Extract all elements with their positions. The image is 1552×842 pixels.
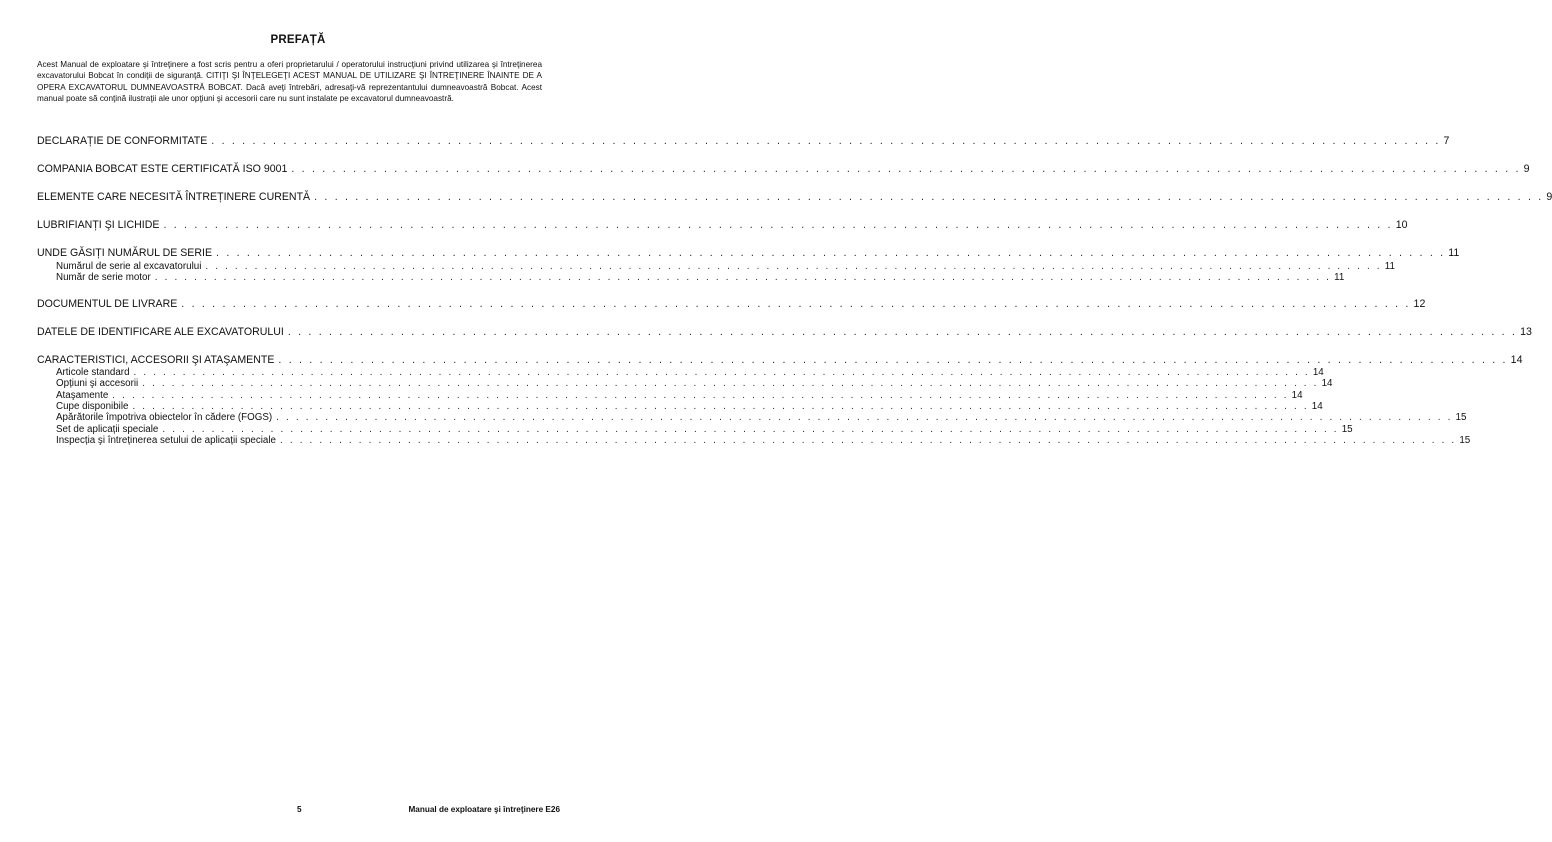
toc-entry-label: CARACTERISTICI, ACCESORII ŞI ATAŞAMENTE	[37, 353, 275, 366]
toc-entry-page-number: 14	[1291, 389, 1303, 401]
toc-dot-leader: . . . . . . . . . . . . . . . . . . . . . . . . . . . . . . . . . . . . . . . . . . . . . . . . . . . . . . . . . . . . . . . . . . . . . . . . . . . . . . . . . . . . . . . . . . . . . . . . . . . . . . . . . . . . . . . . . . . . . . . .	[280, 434, 1457, 446]
toc-entry-page-number: 7	[1443, 135, 1450, 147]
toc-entry-label: Cupe disponibile	[56, 400, 129, 412]
toc-subsection-entry[interactable]	[37, 367, 1324, 379]
toc-entry-label: Apărătorile împotriva obiectelor în cădere (FOGS)	[56, 412, 273, 424]
toc-entry-page-number: 15	[1455, 412, 1467, 424]
toc-entry-page-number: 14	[1321, 378, 1333, 390]
toc-entry-page-number: 9	[1523, 163, 1530, 175]
toc-entry-page-number: 11	[1448, 247, 1460, 259]
toc-subsection-entry[interactable]	[37, 400, 1323, 412]
toc-entry-page-number: 11	[1334, 271, 1345, 283]
toc-subsection-entry[interactable]	[37, 260, 1395, 272]
toc-dot-leader: . . . . . . . . . . . . . . . . . . . . . . . . . . . . . . . . . . . . . . . . . . . . . . . . . . . . . . . . . . . . . . . . . . . . . . . . . . . . . . . . . . . . . . . . . . . . . . . . . . . . . . . . . . . . . . . . . . . . . . . .	[142, 378, 1319, 390]
toc-entry-label: Set de aplicații speciale	[56, 423, 159, 435]
toc-subsection-entry[interactable]	[37, 271, 1345, 283]
toc-entry-page-number: 11	[1384, 260, 1395, 272]
page-title: PREFAȚĂ	[270, 34, 326, 46]
toc-dot-leader: . . . . . . . . . . . . . . . . . . . . . . . . . . . . . . . . . . . . . . . . . . . . . . . . . . . . . . . . . . . . . . . . . . . . . . . . . . . . . . . . . . . . . . . . . . . . . . . . . . . . . . . . . . . . . . . . . . . . . . . .	[314, 191, 1544, 203]
toc-section-entry[interactable]	[37, 191, 1552, 205]
toc-dot-leader: . . . . . . . . . . . . . . . . . . . . . . . . . . . . . . . . . . . . . . . . . . . . . . . . . . . . . . . . . . . . . . . . . . . . . . . . . . . . . . . . . . . . . . . . . . . . . . . . . . . . . . . . . . . . . . . . . . . . . . . .	[211, 135, 1441, 147]
toc-entry-page-number: 14	[1311, 400, 1323, 412]
toc-dot-leader: . . . . . . . . . . . . . . . . . . . . . . . . . . . . . . . . . . . . . . . . . . . . . . . . . . . . . . . . . . . . . . . . . . . . . . . . . . . . . . . . . . . . . . . . . . . . . . . . . . . . . . . . . . . . . . . . . . . . . . . .	[276, 412, 1453, 424]
toc-entry-label: Ataşamente	[56, 389, 109, 401]
toc-subsection-entry[interactable]	[37, 434, 1471, 446]
toc-entry-page-number: 15	[1341, 423, 1353, 435]
intro-paragraph: Acest Manual de exploatare şi întreţinere a fost scris pentru a oferi proprietarului / operatorului instrucţiuni privind utilizarea şi întreţinerea excavatorului Bobcat în condiţii de siguranţă. CITIŢI ŞI ÎNŢELEGEŢI ACEST MANUAL DE UTILIZARE ŞI ÎNTREŢINERE ÎNAINTE DE A OPERA EXCAVATORUL DUMNEAVOASTRĂ BOBCAT. Dacă aveţi întrebări, adresaţi-vă reprezentantului dumneavoastră Bobcat. Acest manual poate să conţină ilustraţii ale unor opţiuni şi accesorii care nu sunt instalate pe excavatorul dumneavoastră.	[37, 60, 542, 103]
toc-dot-leader: . . . . . . . . . . . . . . . . . . . . . . . . . . . . . . . . . . . . . . . . . . . . . . . . . . . . . . . . . . . . . . . . . . . . . . . . . . . . . . . . . . . . . . . . . . . . . . . . . . . . . . . . . . . . . . . . . . . . . . . .	[291, 163, 1521, 175]
toc-section-entry[interactable]	[37, 163, 1530, 177]
toc-dot-leader: . . . . . . . . . . . . . . . . . . . . . . . . . . . . . . . . . . . . . . . . . . . . . . . . . . . . . . . . . . . . . . . . . . . . . . . . . . . . . . . . . . . . . . . . . . . . . . . . . . . . . . . . . . . . . . . . . . . . . . . .	[181, 297, 1411, 310]
toc-dot-leader: . . . . . . . . . . . . . . . . . . . . . . . . . . . . . . . . . . . . . . . . . . . . . . . . . . . . . . . . . . . . . . . . . . . . . . . . . . . . . . . . . . . . . . . . . . . . . . . . . . . . . . . . . . . . . . . . . . . . . . . .	[132, 400, 1309, 412]
toc-dot-leader: . . . . . . . . . . . . . . . . . . . . . . . . . . . . . . . . . . . . . . . . . . . . . . . . . . . . . . . . . . . . . . . . . . . . . . . . . . . . . . . . . . . . . . . . . . . . . . . . . . . . . . . . . . . . . . . . . . . . . . . .	[162, 423, 1339, 435]
toc-section-entry[interactable]	[37, 247, 1460, 261]
toc-subsection-entry[interactable]	[37, 378, 1333, 390]
toc-dot-leader: . . . . . . . . . . . . . . . . . . . . . . . . . . . . . . . . . . . . . . . . . . . . . . . . . . . . . . . . . . . . . . . . . . . . . . . . . . . . . . . . . . . . . . . . . . . . . . . . . . . . . . . . . . . . . . . . . . . . . . . .	[112, 389, 1289, 401]
toc-subsection-entry[interactable]	[37, 412, 1467, 424]
toc-entry-label: Număr de serie motor	[56, 271, 151, 283]
table-of-contents	[37, 135, 1552, 446]
toc-subsection-entry[interactable]	[37, 389, 1303, 401]
toc-entry-label: Numărul de serie al excavatorului	[56, 260, 202, 272]
toc-section-entry[interactable]	[37, 219, 1408, 233]
toc-entry-label: ELEMENTE CARE NECESITĂ ÎNTREȚINERE CURENTĂ	[37, 191, 311, 203]
toc-entry-page-number: 13	[1520, 325, 1532, 338]
toc-entry-label: COMPANIA BOBCAT ESTE CERTIFICATĂ ISO 9001	[37, 163, 288, 175]
toc-subsection-entry[interactable]	[37, 423, 1353, 435]
toc-entry-page-number: 14	[1312, 367, 1324, 379]
toc-dot-leader: . . . . . . . . . . . . . . . . . . . . . . . . . . . . . . . . . . . . . . . . . . . . . . . . . . . . . . . . . . . . . . . . . . . . . . . . . . . . . . . . . . . . . . . . . . . . . . . . . . . . . . . . . . . . . . . . . . . . . . . .	[154, 271, 1332, 283]
footer-page-number: 5	[297, 805, 302, 814]
toc-dot-leader: . . . . . . . . . . . . . . . . . . . . . . . . . . . . . . . . . . . . . . . . . . . . . . . . . . . . . . . . . . . . . . . . . . . . . . . . . . . . . . . . . . . . . . . . . . . . . . . . . . . . . . . . . . . . . . . . . . . . . . . .	[163, 219, 1393, 231]
toc-entry-label: Articole standard	[56, 367, 130, 379]
toc-dot-leader: . . . . . . . . . . . . . . . . . . . . . . . . . . . . . . . . . . . . . . . . . . . . . . . . . . . . . . . . . . . . . . . . . . . . . . . . . . . . . . . . . . . . . . . . . . . . . . . . . . . . . . . . . . . . . . . . . . . . . . . .	[287, 325, 1518, 338]
toc-entry-label: LUBRIFIANȚI ŞI LICHIDE	[37, 219, 160, 231]
toc-entry-label: DECLARAȚIE DE CONFORMITATE	[37, 135, 208, 147]
toc-dot-leader: . . . . . . . . . . . . . . . . . . . . . . . . . . . . . . . . . . . . . . . . . . . . . . . . . . . . . . . . . . . . . . . . . . . . . . . . . . . . . . . . . . . . . . . . . . . . . . . . . . . . . . . . . . . . . . . . . . . . . . . .	[216, 247, 1446, 259]
toc-entry-label: DOCUMENTUL DE LIVRARE	[37, 297, 178, 310]
footer-manual-title: Manual de exploatare şi întreţinere E26	[408, 805, 560, 814]
toc-entry-page-number: 10	[1395, 219, 1408, 231]
toc-entry-label: Inspecția şi întreținerea setului de aplicații speciale	[56, 434, 277, 446]
toc-entry-label: Opțiuni şi accesorii	[56, 378, 139, 390]
toc-entry-label: DATELE DE IDENTIFICARE ALE EXCAVATORULUI	[37, 325, 284, 338]
toc-entry-page-number: 15	[1459, 434, 1471, 446]
toc-dot-leader: . . . . . . . . . . . . . . . . . . . . . . . . . . . . . . . . . . . . . . . . . . . . . . . . . . . . . . . . . . . . . . . . . . . . . . . . . . . . . . . . . . . . . . . . . . . . . . . . . . . . . . . . . . . . . . . . . . . . . . . .	[278, 353, 1508, 366]
toc-dot-leader: . . . . . . . . . . . . . . . . . . . . . . . . . . . . . . . . . . . . . . . . . . . . . . . . . . . . . . . . . . . . . . . . . . . . . . . . . . . . . . . . . . . . . . . . . . . . . . . . . . . . . . . . . . . . . . . . . . . . . . . .	[205, 260, 1382, 272]
toc-entry-page-number: 12	[1413, 297, 1426, 310]
toc-entry-page-number: 14	[1510, 353, 1523, 366]
toc-section-entry[interactable]	[37, 135, 1450, 149]
toc-section-entry[interactable]	[37, 353, 1523, 368]
toc-dot-leader: . . . . . . . . . . . . . . . . . . . . . . . . . . . . . . . . . . . . . . . . . . . . . . . . . . . . . . . . . . . . . . . . . . . . . . . . . . . . . . . . . . . . . . . . . . . . . . . . . . . . . . . . . . . . . . . . . . . . . . . .	[133, 367, 1310, 379]
toc-section-entry[interactable]	[37, 325, 1532, 340]
toc-entry-label: UNDE GĂSIȚI NUMĂRUL DE SERIE	[37, 247, 213, 259]
toc-entry-page-number: 9	[1546, 191, 1552, 203]
toc-section-entry[interactable]	[37, 297, 1426, 312]
